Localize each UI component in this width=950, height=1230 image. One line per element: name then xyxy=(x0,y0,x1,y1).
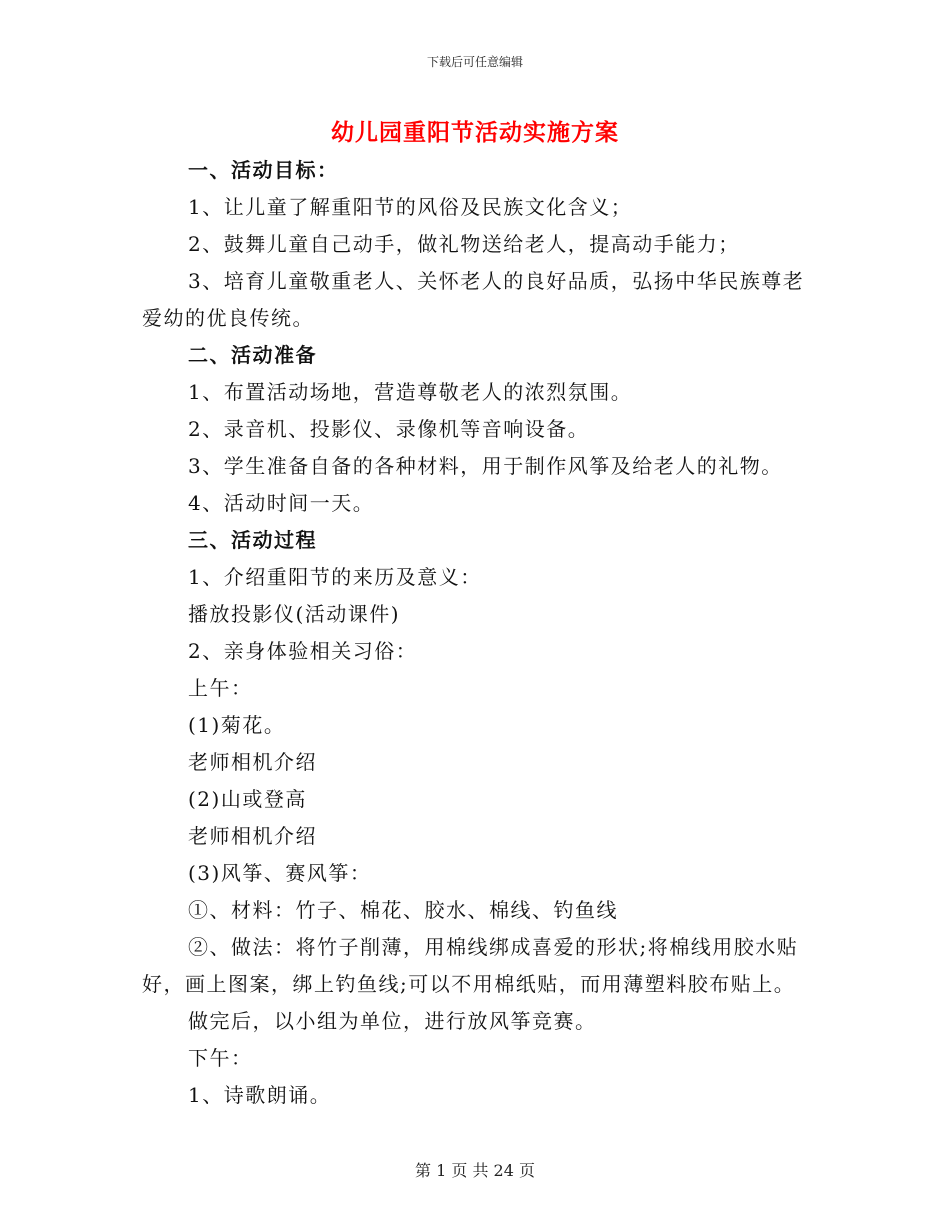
paragraph: 2、鼓舞儿童自己动手，做礼物送给老人，提高动手能力； xyxy=(188,232,740,256)
paragraph: 上午： xyxy=(188,676,253,700)
paragraph: 2、录音机、投影仪、录像机等音响设备。 xyxy=(188,417,590,441)
paragraph: 2、亲身体验相关习俗： xyxy=(188,639,418,663)
section-heading-preparation: 二、活动准备 xyxy=(188,343,317,367)
paragraph: 播放投影仪(活动课件) xyxy=(188,602,401,626)
document-body xyxy=(142,152,814,1114)
paragraph: 4、活动时间一天。 xyxy=(188,491,375,515)
paragraph: ①、材料：竹子、棉花、胶水、棉线、钓鱼线 xyxy=(188,898,618,922)
paragraph: 老师相机介绍 xyxy=(188,750,317,774)
section-heading-process: 三、活动过程 xyxy=(188,528,317,552)
paragraph: 1、诗歌朗诵。 xyxy=(188,1083,332,1107)
paragraph: 1、介绍重阳节的来历及意义： xyxy=(188,565,482,589)
paragraph: 3、培育儿童敬重老人、关怀老人的良好品质，弘扬中华民族尊老爱幼的优良传统。 xyxy=(142,269,805,330)
page-number: 第 1 页 共 24 页 xyxy=(415,1161,535,1180)
paragraph: (2)山或登高 xyxy=(188,787,307,811)
document-title: 幼儿园重阳节活动实施方案 xyxy=(331,119,619,146)
paragraph: 做完后，以小组为单位，进行放风筝竞赛。 xyxy=(188,1009,597,1033)
header-note: 下载后可任意编辑 xyxy=(426,55,523,69)
paragraph: 老师相机介绍 xyxy=(188,824,317,848)
paragraph: 1、让儿童了解重阳节的风俗及民族文化含义； xyxy=(188,195,633,219)
paragraph: ②、做法：将竹子削薄，用棉线绑成喜爱的形状;将棉线用胶水贴好，画上图案，绑上钓鱼线;可以不用棉纸贴，而用薄塑料胶布贴上。 xyxy=(142,935,799,996)
paragraph: 1、布置活动场地，营造尊敬老人的浓烈氛围。 xyxy=(188,380,633,404)
paragraph: (3)风筝、赛风筝： xyxy=(188,861,372,885)
section-heading-goals: 一、活动目标： xyxy=(188,158,339,182)
paragraph: 下午： xyxy=(188,1046,253,1070)
paragraph: 3、学生准备自备的各种材料，用于制作风筝及给老人的礼物。 xyxy=(188,454,783,478)
paragraph: (1)菊花。 xyxy=(188,713,286,737)
